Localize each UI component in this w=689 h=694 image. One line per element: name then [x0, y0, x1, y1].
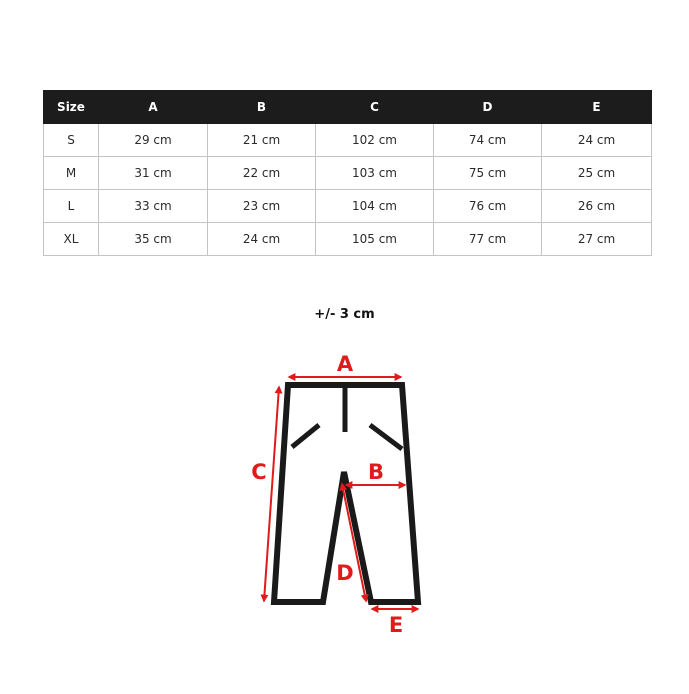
label-a: A	[336, 352, 354, 376]
table-cell: 104 cm	[316, 190, 434, 223]
table-cell: L	[44, 190, 99, 223]
table-cell: 24 cm	[208, 223, 316, 256]
table-cell: 102 cm	[316, 124, 434, 157]
table-cell: 21 cm	[208, 124, 316, 157]
label-d: D	[336, 561, 354, 585]
table-cell: 22 cm	[208, 157, 316, 190]
label-e: E	[388, 613, 404, 637]
table-cell: 29 cm	[99, 124, 208, 157]
table-cell: 75 cm	[434, 157, 542, 190]
table-cell: S	[44, 124, 99, 157]
table-cell: 35 cm	[99, 223, 208, 256]
table-cell: 74 cm	[434, 124, 542, 157]
header-size: Size	[44, 91, 99, 124]
table-cell: 31 cm	[99, 157, 208, 190]
table-cell: 26 cm	[542, 190, 652, 223]
table-cell: 24 cm	[542, 124, 652, 157]
table-cell: 76 cm	[434, 190, 542, 223]
table-cell: 23 cm	[208, 190, 316, 223]
header-e: E	[542, 91, 652, 124]
label-c: C	[251, 460, 267, 484]
left-pocket-line	[292, 425, 319, 447]
table-cell: 105 cm	[316, 223, 434, 256]
table-cell: M	[44, 157, 99, 190]
table-cell: XL	[44, 223, 99, 256]
tolerance-note: +/- 3 cm	[314, 307, 375, 322]
table-cell: 77 cm	[434, 223, 542, 256]
header-a: A	[99, 91, 208, 124]
label-b: B	[367, 460, 385, 484]
table-cell: 27 cm	[542, 223, 652, 256]
header-b: B	[208, 91, 316, 124]
header-d: D	[434, 91, 542, 124]
header-c: C	[316, 91, 434, 124]
table-cell: 33 cm	[99, 190, 208, 223]
table-cell: 103 cm	[316, 157, 434, 190]
table-cell: 25 cm	[542, 157, 652, 190]
right-pocket-line	[370, 425, 402, 449]
